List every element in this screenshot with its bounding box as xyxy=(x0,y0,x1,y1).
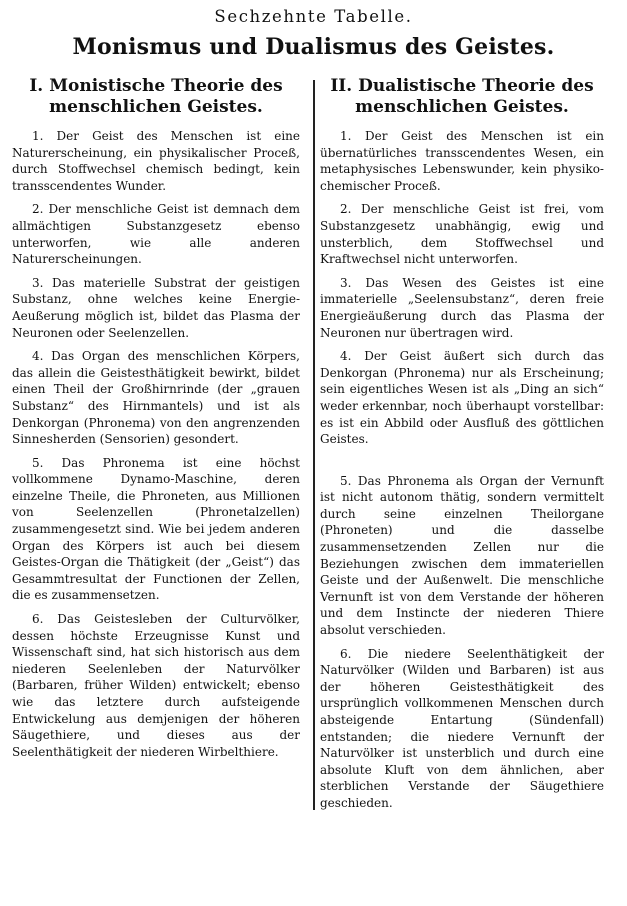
page-title: Monismus und Dualismus des Geistes. xyxy=(72,34,555,60)
paragraph-5: 5. Das Phronema als Organ der Vernunft ist nicht autonom thätig, sondern vermittelt durch seine einzelnen Theilorgane (Phroneten) und die dasselbe zusammensetzenden Zellen nur die Beziehungen zwischen dem immateriellen Geiste und der Außenwelt. Die menschliche Vernunft ist von dem Verstande der höheren und dem Instincte der niederen Thiere absolut verschieden. xyxy=(320,473,604,638)
paragraph-2: 2. Der menschliche Geist ist demnach dem allmächtigen Substanzgesetz ebenso unterworfen, wie alle anderen Naturerscheinungen. xyxy=(12,202,300,267)
paragraph-3: 3. Das materielle Substrat der geistigen Substanz, ohne welches keine Energie-Aeußerung möglich ist, bildet das Plasma der Neuronen oder Seelenzellen. xyxy=(12,275,300,340)
column-heading-text: Dualistische Theorie des menschlichen Geistes. xyxy=(355,76,594,117)
column-dualistic xyxy=(308,74,604,819)
column-heading xyxy=(12,76,300,118)
paragraph-2: 2. Der menschliche Geist ist frei, vom Substanzgesetz unabhängig, ewig und unsterblich, dem Stoffwechsel und Kraftwechsel nicht unterworfen. xyxy=(320,202,604,267)
paragraph-1: 1. Der Geist des Menschen ist eine Naturerscheinung, ein physikalischer Proceß, durch Stoffwechsel chemisch bedingt, kein transscendentes Wunder. xyxy=(12,129,300,193)
paragraph-4: 4. Das Organ des menschlichen Körpers, das allein die Geistesthätigkeit bewirkt, bildet einen Theil der Großhirnrinde (der „grauen Substanz“ des Hirnmantels) und ist als Denkorgan (Phronema) von den angrenzenden Sinnesherden (Sensorien) gesondert. xyxy=(12,349,300,447)
column-heading-text: Monistische Theorie des menschlichen Geistes. xyxy=(49,76,283,117)
paragraph-6: 6. Das Geistesleben der Culturvölker, dessen höchste Erzeugnisse Kunst und Wissenschaft sind, hat sich historisch aus dem niederen Seelenleben der Naturvölker (Barbaren, früher Wilden) entwickelt; ebenso wie das letztere durch aufsteigende Entwickelung aus demjenigen der höheren Säugethiere, und dieses aus der Seelenthätigkeit der niederen Wirbelthiere. xyxy=(12,612,300,759)
paragraph-4: 4. Der Geist äußert sich durch das Denkorgan (Phronema) nur als Erscheinung; sein eigentliches Wesen ist als „Ding an sich“ weder erkennbar, noch überhaupt vorstellbar: es ist ein Abbild oder Ausfluß des göttlichen Geistes. xyxy=(320,349,604,447)
two-column-table xyxy=(12,74,615,819)
table-number: Sechzehnte Tabelle. xyxy=(214,7,413,26)
column-numeral: II. xyxy=(330,76,353,96)
paragraph-6: 6. Die niedere Seelenthätigkeit der Naturvölker (Wilden und Barbaren) ist aus der höheren Geistesthätigkeit des ursprünglich vollkommenen Menschen durch absteigende Entartung (Sündenfall) entstanden; die niedere Vernunft der Naturvölker ist unsterblich und durch eine absolute Kluft von dem ähnlichen, aber sterblichen Verstande der Säugethiere geschieden. xyxy=(320,646,604,810)
paragraph-5: 5. Das Phronema ist eine höchst vollkommene Dynamo-Maschine, deren einzelne Theile, die Phroneten, aus Millionen von Seelenzellen (Phronetalzellen) zusammengesetzt sind. Wie bei jedem anderen Organ des Körpers ist auch bei diesem Geistes-Organ die Thätigkeit (der „Geist“) das Gesammtresultat der Functionen der Zellen, die es zusammensetzen. xyxy=(12,455,300,603)
paragraph-1: 1. Der Geist des Menschen ist ein übernatürliches transscendentes Wesen, ein metaphysisches Lebenswunder, kein physiko-chemischer Proceß. xyxy=(320,129,604,193)
column-heading xyxy=(320,76,604,118)
column-numeral: I. xyxy=(29,76,44,96)
paragraph-3: 3. Das Wesen des Geistes ist eine immaterielle „Seelensubstanz“, deren freie Energieäußerung durch das Plasma der Neuronen nur übertragen wird. xyxy=(320,275,604,340)
paragraph-gap xyxy=(320,455,604,473)
column-divider xyxy=(313,80,315,810)
column-monistic xyxy=(12,74,308,819)
